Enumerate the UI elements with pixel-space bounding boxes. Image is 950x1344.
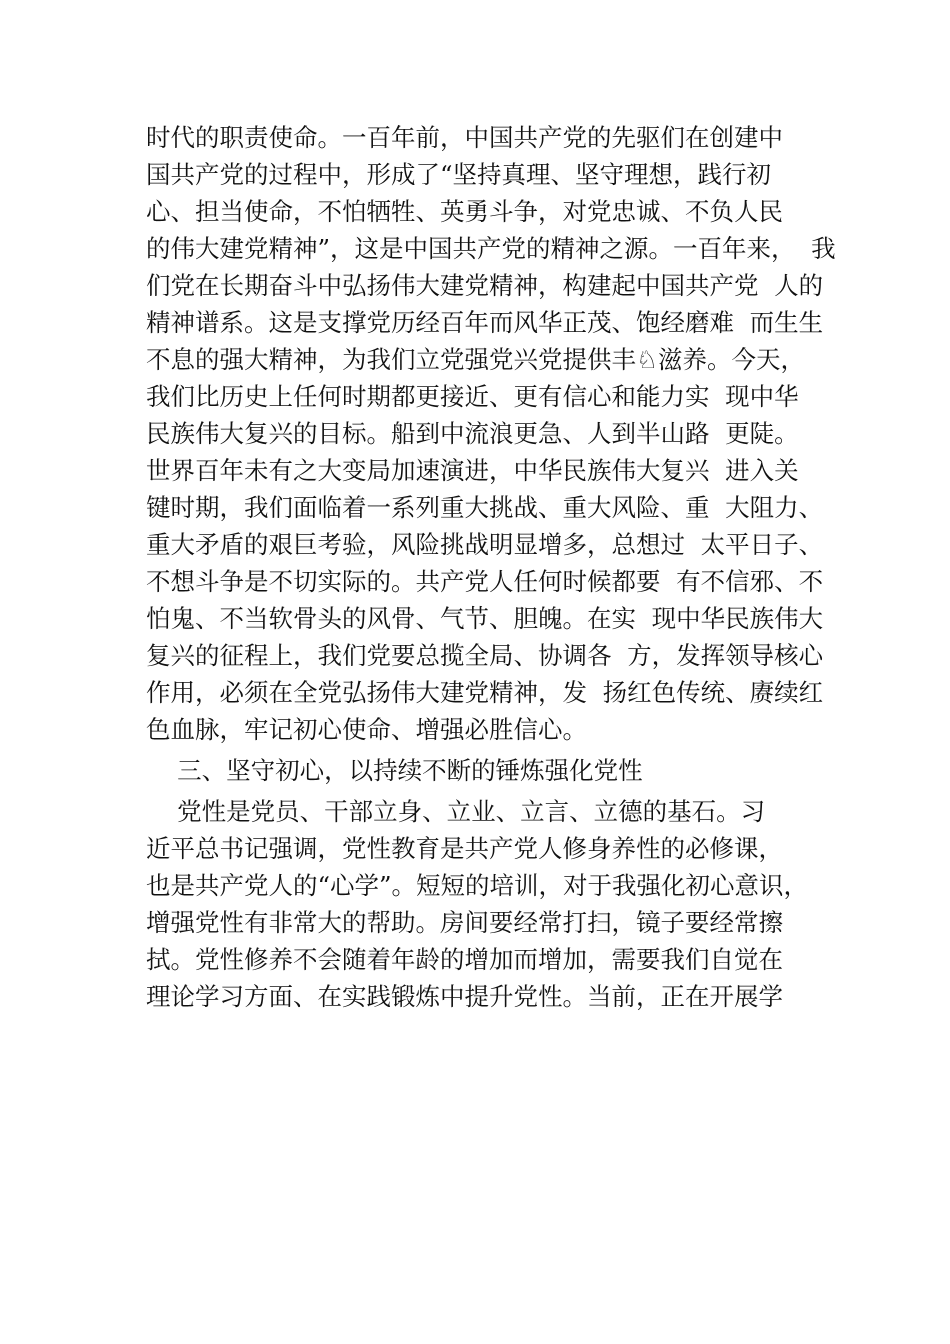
body-text [146, 119, 846, 1015]
paragraph-line: 拭。党性修养不会随着年龄的增加而增加，需要我们自觉在 [146, 945, 783, 974]
text-line: 心、担当使命，不怕牺牲、英勇斗争，对党忠诚、不负人民 [146, 197, 783, 226]
text-line: 世界百年未有之大变局加速演进，中华民族伟大复兴 进入关 [146, 456, 799, 485]
text-line: 我们比历史上任何时期都更接近、更有信心和能力实 现中华 [146, 382, 799, 411]
text-line: 键时期，我们面临着一系列重大挑战、重大风险、重 大阻力、 [146, 493, 824, 522]
text-line: 复兴的征程上，我们党要总揽全局、协调各 方，发挥领导核心 [146, 641, 824, 670]
text-line: 怕鬼、不当软骨头的风骨、气节、胆魄。在实 现中华民族伟大 [146, 604, 824, 633]
text-line: 不息的强大精神，为我们立党强党兴党提供丰♘滋养。今天， [146, 345, 805, 374]
text-line: 重大矛盾的艰巨考验，风险挑战明显增多，总想过 太平日子、 [146, 530, 824, 559]
text-line: 民族伟大复兴的目标。船到中流浪更急、人到半山路 更陡。 [146, 419, 799, 448]
text-line: 色血脉，牢记初心使命、增强必胜信心。 [146, 715, 587, 744]
paragraph-line: 也是共产党人的“心学”。短短的培训，对于我强化初心意识， [146, 871, 809, 900]
paragraph-line: 理论学习方面、在实践锻炼中提升党性。当前，正在开展学 [146, 982, 783, 1011]
text-line: 们党在长期奋斗中弘扬伟大建党精神，构建起中国共产党 人的 [146, 271, 824, 300]
text-line: 的伟大建党精神”，这是中国共产党的精神之源。一百年来， 我 [146, 234, 836, 263]
text-line: 不想斗争是不切实际的。共产党人任何时候都要 有不信邪、不 [146, 567, 824, 596]
text-line: 时代的职责使命。一百年前，中国共产党的先驱们在创建中 [146, 123, 783, 152]
section-heading: 三、坚守初心，以持续不断的锤炼强化党性 [146, 756, 643, 785]
paragraph-line: 党性是党员、干部立身、立业、立言、立德的基石。习 [146, 797, 766, 826]
text-line: 精神谱系。这是支撑党历经百年而风华正茂、饱经磨难 而生生 [146, 308, 824, 337]
text-line: 作用，必须在全党弘扬伟大建党精神，发 扬红色传统、赓续红 [146, 678, 824, 707]
paragraph-line: 增强党性有非常大的帮助。房间要经常打扫，镜子要经常擦 [146, 908, 783, 937]
paragraph-line: 近平总书记强调，党性教育是共产党人修身养性的必修课， [146, 834, 783, 863]
text-line: 国共产党的过程中，形成了“坚持真理、坚守理想，践行初 [146, 160, 772, 189]
